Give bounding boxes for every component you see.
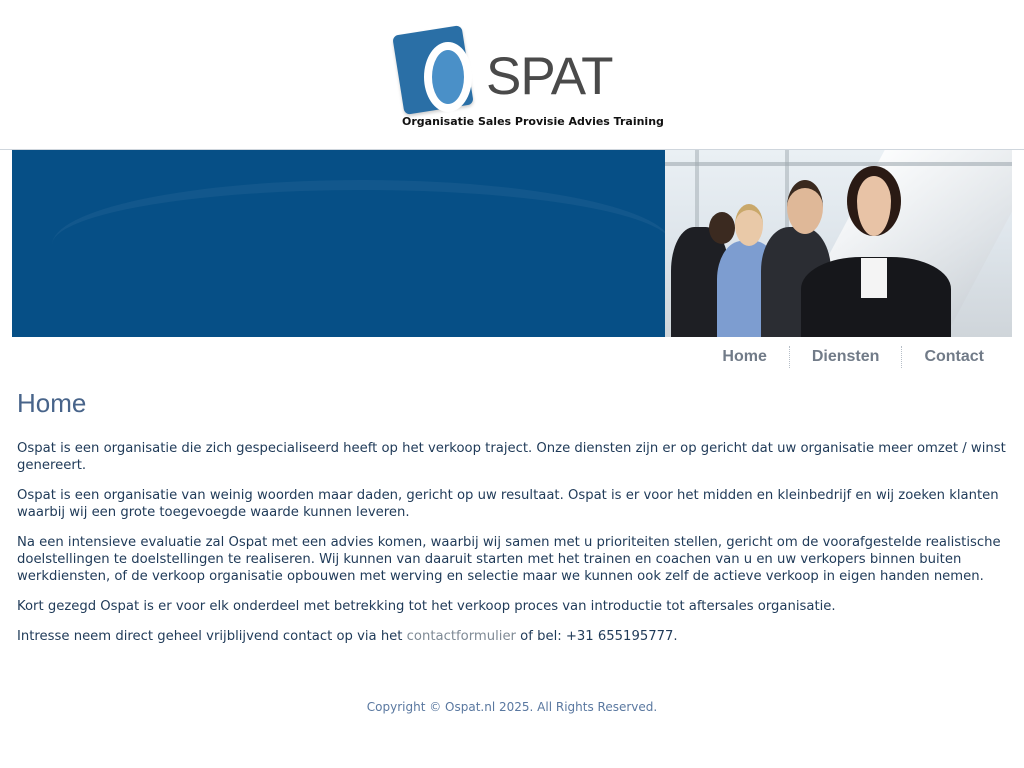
logo-tagline: Organisatie Sales Provisie Advies Training: [402, 115, 664, 128]
page-title: Home: [17, 388, 87, 418]
nav-home[interactable]: Home: [722, 348, 767, 365]
logo-o-icon: [424, 42, 472, 112]
team-photo: [665, 150, 1012, 337]
footer-copyright: Copyright © Ospat.nl 2025. All Rights Reserved.: [366, 700, 658, 714]
contact-suffix: of bel: +31 655195777.: [515, 629, 678, 644]
results-paragraph: Ospat is een organisatie van weinig woorden maar daden, gericht op uw resultaat. Ospat is er voor het midden en kleinbedrijf en wij zoeken klanten waarbij wij een grote toegevoegde waarde kunnen leveren.: [17, 488, 999, 520]
contact-prefix: Intresse neem direct geheel vrijblijvend contact op via het: [17, 629, 407, 644]
intro-paragraph: Ospat is een organisatie die zich gespecialiseerd heeft op het verkoop traject. Onze diensten zijn er op gericht dat uw organisatie meer omzet / winst genereert.: [17, 441, 1006, 473]
summary-paragraph: Kort gezegd Ospat is er voor elk onderdeel met betrekking tot het verkoop proces van introductie tot aftersales organisatie.: [17, 599, 836, 614]
logo-wordmark: SPAT: [486, 47, 613, 106]
contact-form-link[interactable]: contactformulier: [406, 629, 516, 644]
ospat-logo[interactable]: [394, 24, 664, 134]
hero-banner: [12, 150, 1012, 337]
evaluation-paragraph: Na een intensieve evaluatie zal Ospat met een advies komen, waarbij wij samen met u prioriteiten stellen, gericht om de voorafgestelde realistische doelstellingen te doelstellingen te realiseren. Wij kunnen van daaruit starten met het trainen en coachen van u en uw verkopers binnen buiten werkdiensten, of de verkoop organisatie opbouwen met werving en selectie maar we kunnen ook zelf de actieve verkoop in eigen handen nemen.: [17, 535, 1001, 584]
banner-wave-decoration: [52, 180, 672, 310]
contact-paragraph: [17, 628, 1007, 645]
main-nav: [700, 344, 1006, 370]
site-header: [0, 0, 1024, 150]
nav-contact[interactable]: Contact: [924, 348, 984, 365]
main-content: [17, 384, 1007, 658]
nav-diensten[interactable]: Diensten: [811, 348, 880, 365]
